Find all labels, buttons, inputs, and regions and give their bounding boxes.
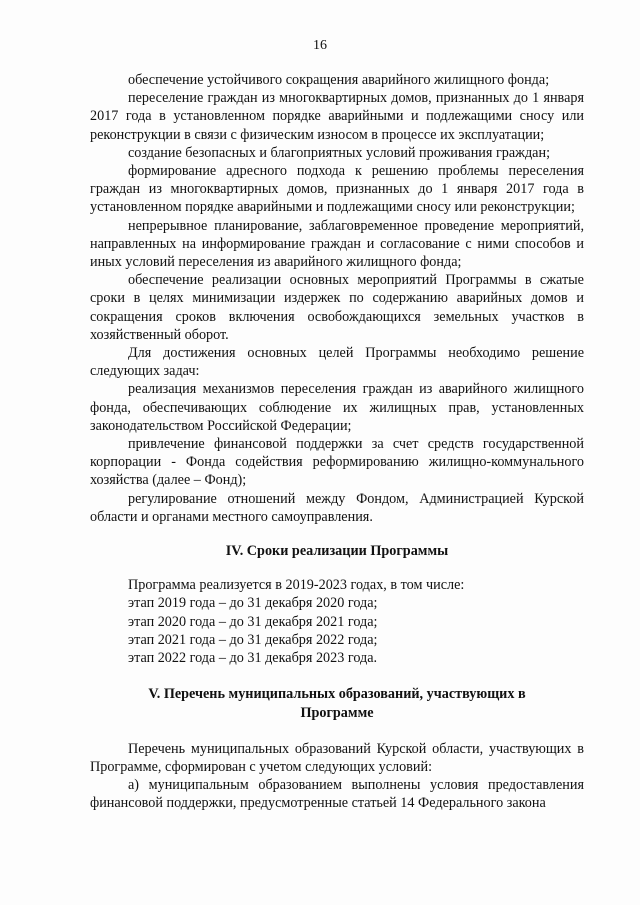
paragraph: обеспечение устойчивого сокращения аварийного жилищного фонда; [128,72,550,88]
paragraph: переселение граждан из многоквартирных домов, признанных до 1 января 2017 года в установленном порядке аварийными и подлежащими сносу или реконструкции в связи с физическим износом в процессе их эксплуатации; [90,90,584,143]
paragraph: реализация механизмов переселения граждан из аварийного жилищного фонда, обеспечивающих соблюдение их жилищных прав, установленных законодательством Российской Федерации; [90,381,584,434]
document-body [90,71,584,813]
paragraph: формирование адресного подхода к решению проблемы переселения граждан из многоквартирных домов, признанных до 1 января 2017 года в установленном порядке аварийными и подлежащими сносу или реконструкции; [90,163,584,216]
stage-item: этап 2022 года – до 31 декабря 2023 года. [128,650,378,667]
paragraph: регулирование отношений между Фондом, Администрацией Курской области и органами местного самоуправления. [90,490,584,525]
section-heading-v-line2: Программе [300,704,374,721]
paragraph: непрерывное планирование, заблаговременное проведение мероприятий, направленных на информирование граждан и согласование с ними способов и иных условий переселения из аварийного жилищного фонда; [90,217,584,271]
stage-list [90,576,584,667]
page-number: 16 [313,38,327,53]
paragraph: Для достижения основных целей Программы необходимо решение следующих задач: [90,345,584,380]
section-heading-iv: IV. Сроки реализации Программы [225,543,449,560]
section-heading-v [90,685,584,721]
stage-item: этап 2019 года – до 31 декабря 2020 года; [128,595,378,612]
paragraph: привлечение финансовой поддержки за счет средств государственной корпорации - Фонда содействия реформированию жилищно-коммунального хозяйства (далее – Фонд); [90,436,584,489]
stage-intro: Программа реализуется в 2019-2023 годах, в том числе: [128,577,465,594]
paragraph: создание безопасных и благоприятных условий проживания граждан; [128,144,551,161]
paragraph: обеспечение реализации основных мероприятий Программы в сжатые сроки в целях минимизации издержек по содержанию аварийных домов и сокращения сроков включения освобождающихся земельных участков в хозяйственный оборот. [90,272,584,343]
stage-item: этап 2021 года – до 31 декабря 2022 года; [128,631,378,648]
section-heading-v-line1: V. Перечень муниципальных образований, участвующих в [148,686,526,703]
paragraph: а) муниципальным образованием выполнены условия предоставления финансовой поддержки, предусмотренные статьей 14 Федерального закона [90,777,584,812]
paragraph: Перечень муниципальных образований Курской области, участвующих в Программе, сформирован с учетом следующих условий: [90,740,584,775]
stage-item: этап 2020 года – до 31 декабря 2021 года; [128,613,378,630]
